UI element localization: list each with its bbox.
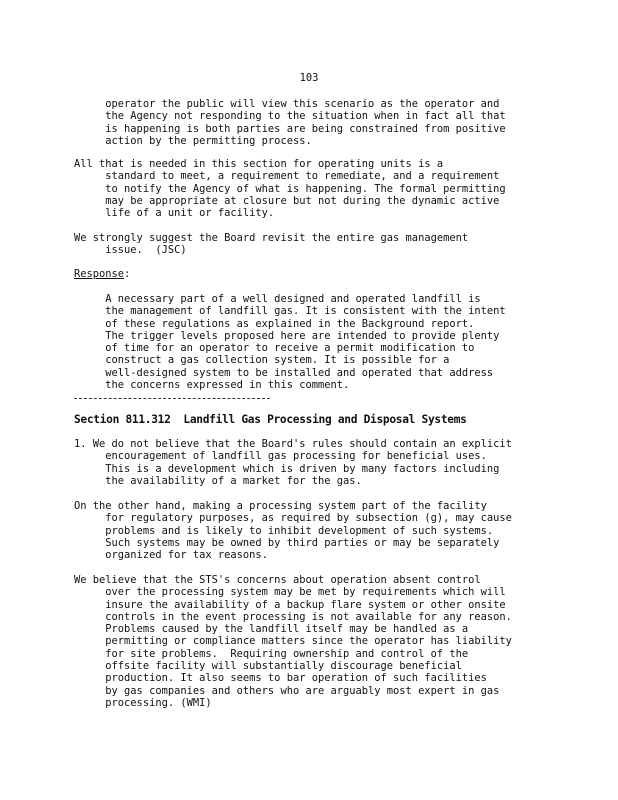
paragraph-operating-units: All that is needed in this section for operating units is a standard to meet, a requirement to remediate, and a requirement to notify the Agency of what is happening. The formal permitting may be appropriate at closure but not during the dynamic active life of a unit or facility.	[74, 158, 506, 220]
section-divider	[74, 398, 270, 399]
page-number: 103	[299, 72, 319, 84]
paragraph-response: A necessary part of a well designed and operated landfill is the management of landfill gas. It is consistent with the intent of these regulations as explained in the Background report. The trigger levels proposed here are intended to provide plenty of time for an operator to receive a permit modification to construct a gas collection system. It is possible for a well-designed system to be installed and operated that address the concerns expressed in this comment.	[105, 293, 506, 392]
paragraph-board-revisit: We strongly suggest the Board revisit the entire gas management issue. (JSC)	[74, 232, 469, 257]
section-heading: Section 811.312 Landfill Gas Processing and Disposal Systems	[74, 413, 467, 426]
response-label	[74, 268, 554, 280]
paragraph-numbered-1: 1. We do not believe that the Board's rules should contain an explicit encouragement of landfill gas processing for beneficial uses. This is a development which is driven by many factors including the availability of a market for the gas.	[74, 438, 512, 487]
response-label-text: Response	[74, 268, 125, 280]
paragraph-other-hand: On the other hand, making a processing system part of the facility for regulatory purposes, as required by subsection (g), may cause problems and is likely to inhibit development of such systems. Such systems may be owned by third parties or may be separately organized for tax reasons.	[74, 500, 512, 562]
paragraph-sts-concerns: We believe that the STS's concerns about operation absent control over the processing system may be met by requirements which will insure the availability of a backup flare system or other onsite controls in the event processing is not available for any reason. Problems caused by the landfill itself may be handled as a permitting or compliance matters since the operator has liability for site problems. Requiring ownership and control of the offsite facility will substantially discourage beneficial production. It also seems to bar operation of such facilities by gas companies and others who are arguably most expert in gas processing. (WMI)	[74, 574, 512, 709]
response-label-colon: :	[124, 268, 131, 280]
paragraph-continuation: operator the public will view this scenario as the operator and the Agency not responding to the situation when in fact all that is happening is both parties are being constrained from positive action by the permitting process.	[105, 98, 506, 147]
